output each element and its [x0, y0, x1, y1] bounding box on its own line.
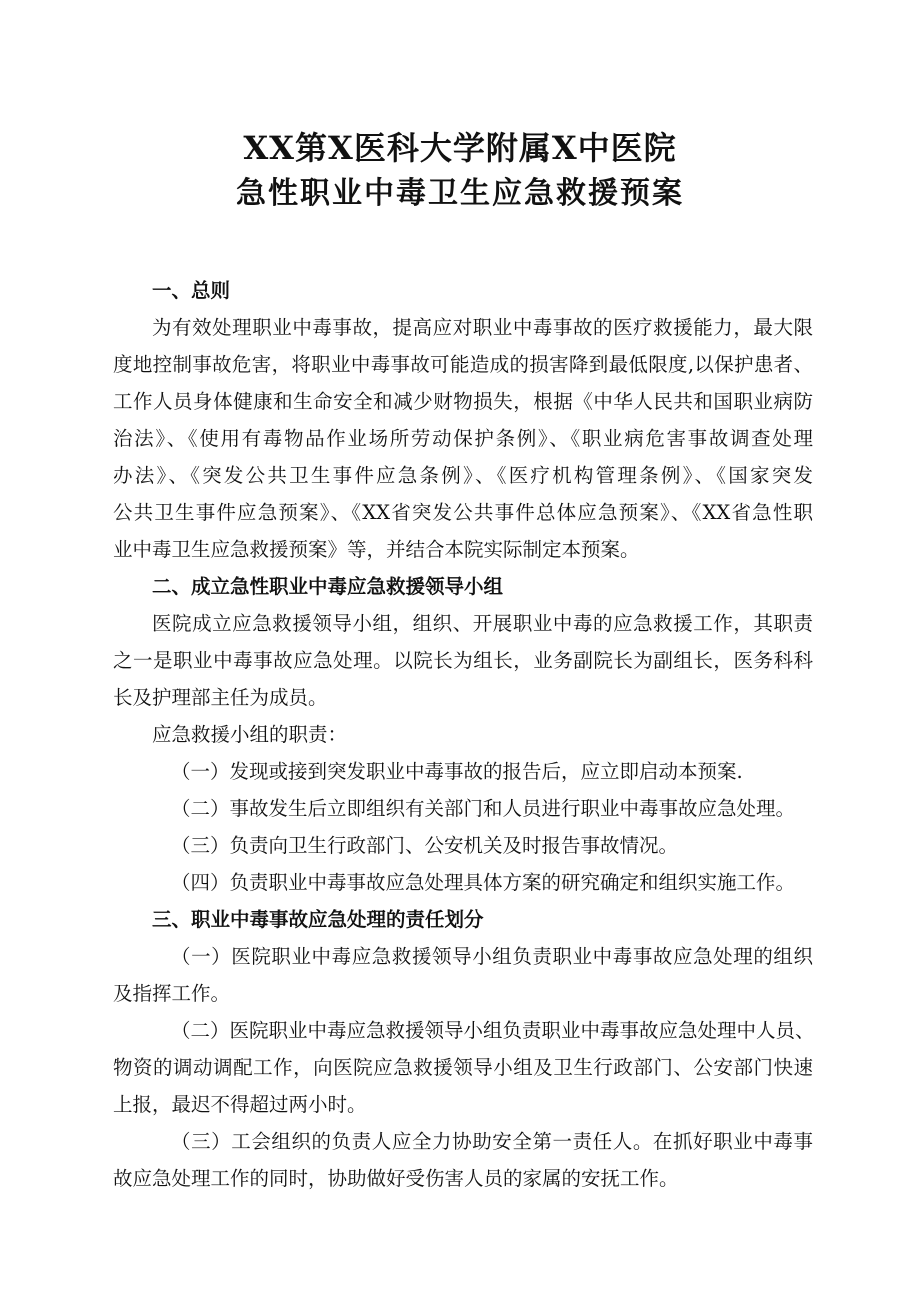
list-item: （二）医院职业中毒应急救援领导小组负责职业中毒事故应急处理中人员、 [171, 1019, 815, 1042]
paragraph-line: 公共卫生事件应急预案》、《XX省突发公共事件总体应急预案》、《XX省急性职 [113, 501, 813, 524]
paragraph-line: 度地控制事故危害，将职业中毒事故可能造成的损害降到最低限度,以保护患者、 [113, 353, 813, 376]
section-heading-responsibility: 三、职业中毒事故应急处理的责任划分 [152, 908, 484, 931]
paragraph-line: 之一是职业中毒事故应急处理。以院长为组长，业务副院长为副组长，医务科科 [113, 649, 813, 672]
paragraph-line: 长及护理部主任为成员。 [113, 686, 328, 709]
paragraph-line: 上报，最迟不得超过两小时。 [113, 1093, 367, 1116]
paragraph-line: 办法》、《突发公共卫生事件应急条例》、《医疗机构管理条例》、《国家突发 [113, 464, 813, 487]
list-item: （三）工会组织的负责人应全力协助安全第一责任人。在抓好职业中毒事 [171, 1130, 813, 1153]
document-body [113, 272, 813, 1197]
section-heading-general: 一、总则 [152, 279, 231, 302]
paragraph-line: 工作人员身体健康和生命安全和减少财物损失，根据《中华人民共和国职业病防 [113, 390, 813, 413]
paragraph-line: 为有效处理职业中毒事故，提高应对职业中毒事故的医疗救援能力，最大限 [152, 316, 813, 339]
document-title-line2: 急性职业中毒卫生应急救援预案 [236, 176, 684, 211]
paragraph-line: 物资的调动调配工作，向医院应急救援领导小组及卫生行政部门、公安部门快速 [113, 1056, 813, 1079]
paragraph-line: 业中毒卫生应急救援预案》等，并结合本院实际制定本预案。 [113, 538, 640, 561]
paragraph-line: 医院成立应急救援领导小组，组织、开展职业中毒的应急救援工作，其职责 [152, 612, 813, 635]
section-heading-leadership-group: 二、成立急性职业中毒应急救援领导小组 [152, 575, 504, 598]
list-item: （三）负责向卫生行政部门、公安机关及时报告事故情况。 [171, 834, 679, 857]
list-item: （二）事故发生后立即组织有关部门和人员进行职业中毒事故应急处理。 [171, 797, 796, 820]
paragraph-line: 应急救援小组的职责： [152, 723, 348, 746]
paragraph-line: 及指挥工作。 [113, 982, 231, 1005]
list-item: （四）负责职业中毒事故应急处理具体方案的研究确定和组织实施工作。 [171, 871, 796, 894]
document-title-line1: XX第X医科大学附属X中医院 [243, 129, 677, 167]
paragraph-line: 故应急处理工作的同时，协助做好受伤害人员的家属的安抚工作。 [113, 1167, 679, 1190]
list-item: （一）发现或接到突发职业中毒事故的报告后，应立即启动本预案. [171, 760, 743, 783]
list-item: （一）医院职业中毒应急救援领导小组负责职业中毒事故应急处理的组织 [171, 945, 813, 968]
paragraph-line: 治法》、《使用有毒物品作业场所劳动保护条例》、《职业病危害事故调查处理 [113, 427, 813, 450]
